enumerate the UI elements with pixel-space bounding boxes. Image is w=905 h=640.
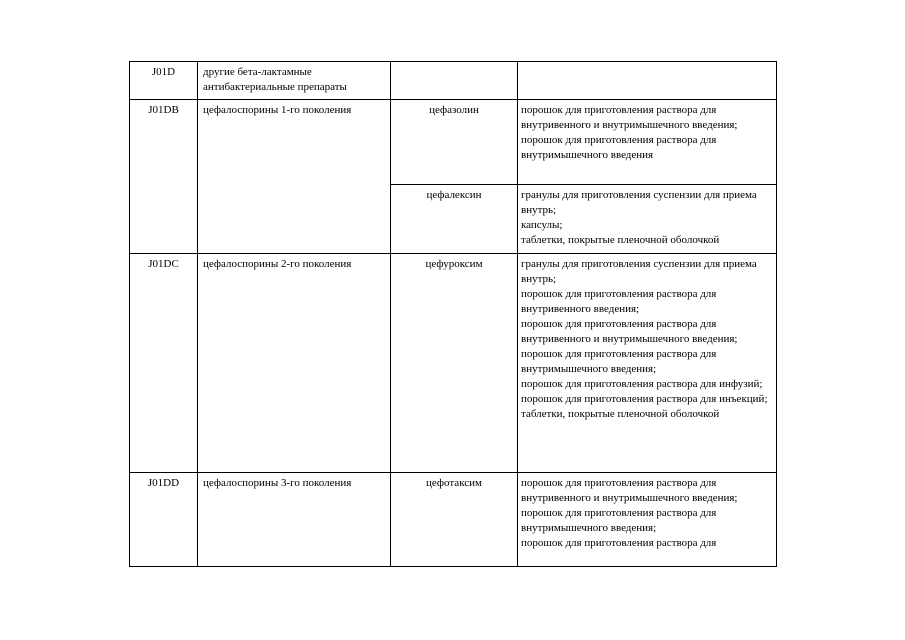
atc-code-cell: J01DB <box>130 100 198 254</box>
dosage-forms-cell <box>518 100 777 185</box>
dosage-form-item: гранулы для приготовления суспензии для приема внутрь; <box>521 258 757 285</box>
dosage-form-item: порошок для приготовления раствора для внутримышечного введения <box>521 134 717 161</box>
pharmacological-group-cell: цефалоспорины 1-го поколения <box>198 100 391 254</box>
dosage-form-item: порошок для приготовления раствора для инъекций; <box>521 393 768 405</box>
drug-name-cell <box>391 62 518 100</box>
dosage-form-item: порошок для приготовления раствора для внутримышечного введения; <box>521 507 717 534</box>
dosage-forms-list <box>521 476 772 551</box>
dosage-form-item: порошок для приготовления раствора для внутримышечного введения; <box>521 348 717 375</box>
table-body <box>130 62 777 567</box>
dosage-form-item: таблетки, покрытые пленочной оболочкой <box>521 234 720 246</box>
dosage-forms-cell <box>518 185 777 254</box>
drug-classification-table <box>129 61 777 567</box>
atc-code-cell: J01DD <box>130 473 198 567</box>
dosage-forms-cell <box>518 473 777 567</box>
pharmacological-group-cell: другие бета-лактамные антибактериальные препараты <box>198 62 391 100</box>
pharmacological-group-cell: цефалоспорины 3-го поколения <box>198 473 391 567</box>
drug-name-cell: цефотаксим <box>391 473 518 567</box>
dosage-form-item: порошок для приготовления раствора для <box>521 537 717 549</box>
dosage-form-item: гранулы для приготовления суспензии для приема внутрь; <box>521 189 757 216</box>
atc-code-cell: J01D <box>130 62 198 100</box>
pharmacological-group-cell: цефалоспорины 2-го поколения <box>198 254 391 473</box>
dosage-form-item: порошок для приготовления раствора для внутривенного введения; <box>521 288 717 315</box>
dosage-form-item: порошок для приготовления раствора для внутривенного и внутримышечного введения; <box>521 477 738 504</box>
drug-name-cell: цефалексин <box>391 185 518 254</box>
dosage-forms-cell <box>518 254 777 473</box>
dosage-form-item: порошок для приготовления раствора для внутривенного и внутримышечного введения; <box>521 104 738 131</box>
dosage-forms-cell <box>518 62 777 100</box>
table-row <box>130 62 777 100</box>
table-row <box>130 100 777 185</box>
dosage-form-item: таблетки, покрытые пленочной оболочкой <box>521 408 720 420</box>
table-row <box>130 473 777 567</box>
dosage-forms-list <box>521 103 772 163</box>
dosage-form-item: порошок для приготовления раствора для внутривенного и внутримышечного введения; <box>521 318 738 345</box>
drug-name-cell: цефуроксим <box>391 254 518 473</box>
dosage-forms-list <box>521 188 772 248</box>
dosage-forms-list <box>521 257 772 422</box>
drug-name-cell: цефазолин <box>391 100 518 185</box>
atc-code-cell: J01DC <box>130 254 198 473</box>
table-row <box>130 254 777 473</box>
dosage-form-item: порошок для приготовления раствора для инфузий; <box>521 378 763 390</box>
dosage-form-item: капсулы; <box>521 219 563 231</box>
